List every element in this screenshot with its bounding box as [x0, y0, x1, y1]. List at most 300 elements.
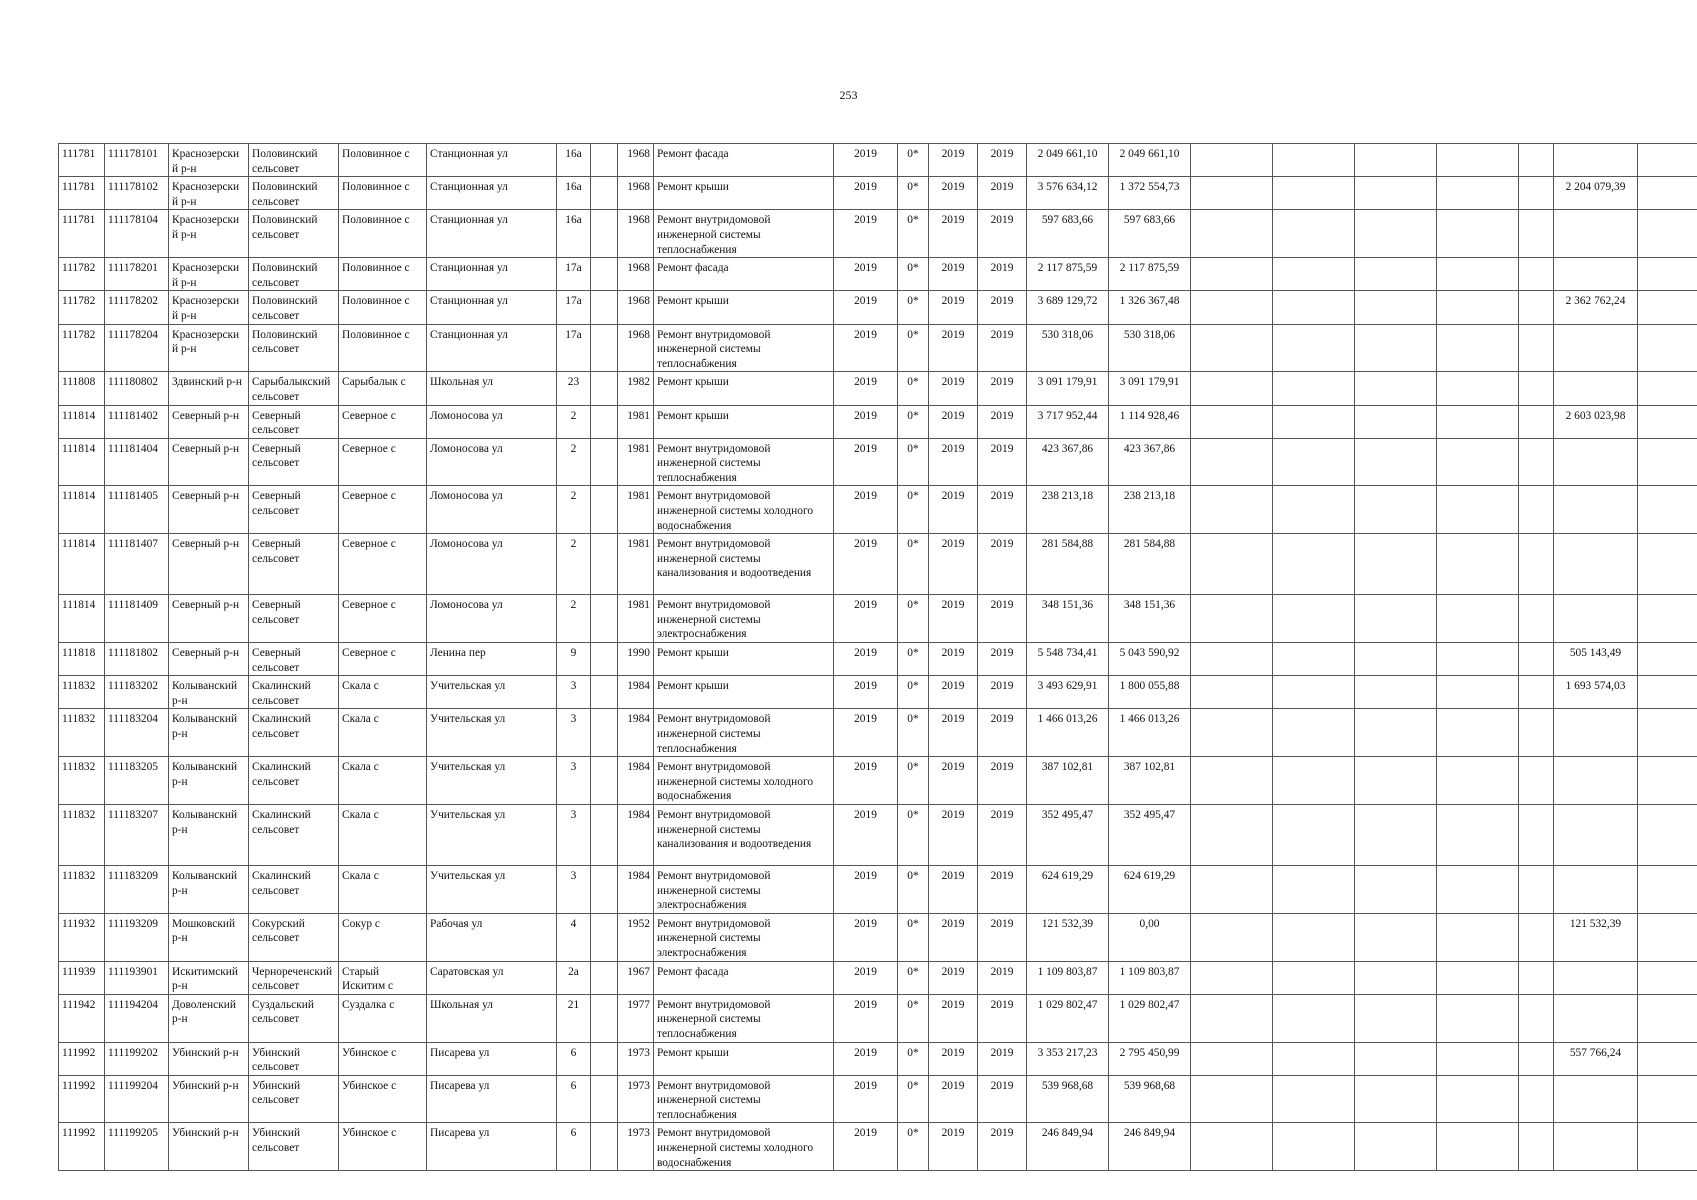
house-number-cell: 2 — [557, 595, 591, 643]
start-year-cell: 2019 — [929, 1075, 978, 1123]
end-year-cell: 2019 — [978, 177, 1027, 210]
cost-col-22-cell: 2 362 762,24 — [1554, 291, 1638, 324]
end-year-cell: 2019 — [978, 913, 1027, 961]
start-year-cell: 2019 — [929, 438, 978, 486]
total-cost-cell: 3 576 634,12 — [1027, 177, 1109, 210]
cost-fund-cell: 1 372 554,73 — [1109, 177, 1191, 210]
plan-year-cell: 2019 — [834, 676, 898, 709]
work-type-cell: Ремонт внутридомовой инженерной системы теплоснабжения — [654, 1075, 834, 1123]
district-cell: Колыванский р-н — [169, 757, 249, 805]
cost-col-18-cell — [1273, 258, 1355, 291]
cost-col-22-cell — [1554, 865, 1638, 913]
cost-fund-cell: 1 029 802,47 — [1109, 994, 1191, 1042]
building-cell — [591, 1042, 618, 1075]
street-cell: Школьная ул — [427, 372, 557, 405]
settlement-cell: Убинское с — [339, 1075, 427, 1123]
cost-col-19-cell — [1355, 438, 1437, 486]
work-type-cell: Ремонт внутридомовой инженерной системы теплоснабжения — [654, 709, 834, 757]
cost-col-22-cell — [1554, 372, 1638, 405]
district-cell: Северный р-н — [169, 438, 249, 486]
start-year-cell: 2019 — [929, 486, 978, 534]
start-year-cell: 2019 — [929, 291, 978, 324]
plan-year-cell: 2019 — [834, 372, 898, 405]
cost-fund-cell: 5 043 590,92 — [1109, 643, 1191, 676]
work-type-cell: Ремонт внутридомовой инженерной системы холодного водоснабжения — [654, 757, 834, 805]
table-row — [59, 757, 1697, 805]
district-cell: Колыванский р-н — [169, 804, 249, 865]
work-type-cell: Ремонт внутридомовой инженерной системы холодного водоснабжения — [654, 486, 834, 534]
building-cell — [591, 804, 618, 865]
house-number-cell: 3 — [557, 757, 591, 805]
work-type-cell: Ремонт внутридомовой инженерной системы канализования и водоотведения — [654, 804, 834, 865]
total-cost-cell: 624 619,29 — [1027, 865, 1109, 913]
year-built-cell: 1968 — [618, 324, 654, 372]
cost-col-21-cell — [1519, 324, 1554, 372]
building-cell — [591, 144, 618, 177]
settlement-cell: Северное с — [339, 534, 427, 595]
repair-program-table — [58, 143, 1697, 1171]
year-built-cell: 1981 — [618, 486, 654, 534]
settlement-cell: Старый Искитим с — [339, 961, 427, 994]
cost-col-23-cell — [1638, 210, 1697, 258]
cost-col-23-cell — [1638, 994, 1697, 1042]
row-id-cell: 111781 — [59, 177, 105, 210]
district-cell: Краснозерский р-н — [169, 210, 249, 258]
cost-col-17-cell — [1191, 177, 1273, 210]
street-cell: Ломоносова ул — [427, 486, 557, 534]
settlement-cell: Скала с — [339, 804, 427, 865]
end-year-cell: 2019 — [978, 486, 1027, 534]
cost-col-23-cell — [1638, 438, 1697, 486]
row-id-cell: 111814 — [59, 438, 105, 486]
row-id-cell: 111992 — [59, 1075, 105, 1123]
row-id-cell: 111832 — [59, 676, 105, 709]
table-body — [59, 144, 1697, 1171]
item-code-cell: 111180802 — [105, 372, 169, 405]
cost-col-21-cell — [1519, 144, 1554, 177]
cost-col-18-cell — [1273, 1042, 1355, 1075]
work-type-cell: Ремонт крыши — [654, 676, 834, 709]
cost-col-22-cell: 505 143,49 — [1554, 643, 1638, 676]
settlement-cell: Скала с — [339, 676, 427, 709]
cost-col-23-cell — [1638, 676, 1697, 709]
cost-fund-cell: 352 495,47 — [1109, 804, 1191, 865]
cost-col-17-cell — [1191, 804, 1273, 865]
settlement-cell: Убинское с — [339, 1123, 427, 1171]
item-code-cell: 111183204 — [105, 709, 169, 757]
street-cell: Станционная ул — [427, 258, 557, 291]
cost-col-22-cell: 121 532,39 — [1554, 913, 1638, 961]
cost-col-19-cell — [1355, 144, 1437, 177]
cost-col-20-cell — [1437, 804, 1519, 865]
building-cell — [591, 994, 618, 1042]
total-cost-cell: 2 117 875,59 — [1027, 258, 1109, 291]
cost-fund-cell: 281 584,88 — [1109, 534, 1191, 595]
end-year-cell: 2019 — [978, 1042, 1027, 1075]
council-cell: Скалинский сельсовет — [249, 676, 339, 709]
house-number-cell: 6 — [557, 1042, 591, 1075]
council-cell: Северный сельсовет — [249, 486, 339, 534]
cost-col-19-cell — [1355, 324, 1437, 372]
start-year-cell: 2019 — [929, 1123, 978, 1171]
cost-col-20-cell — [1437, 676, 1519, 709]
cost-col-22-cell — [1554, 534, 1638, 595]
cost-col-22-cell — [1554, 757, 1638, 805]
cost-col-20-cell — [1437, 757, 1519, 805]
plan-year-cell: 2019 — [834, 757, 898, 805]
total-cost-cell: 539 968,68 — [1027, 1075, 1109, 1123]
plan-year-cell: 2019 — [834, 258, 898, 291]
cost-col-22-cell: 2 603 023,98 — [1554, 405, 1638, 438]
cost-col-20-cell — [1437, 486, 1519, 534]
cost-fund-cell: 2 795 450,99 — [1109, 1042, 1191, 1075]
cost-col-21-cell — [1519, 1042, 1554, 1075]
plan-year-cell: 2019 — [834, 913, 898, 961]
street-cell: Учительская ул — [427, 865, 557, 913]
council-cell: Половинский сельсовет — [249, 177, 339, 210]
table-row — [59, 534, 1697, 595]
settlement-cell: Скала с — [339, 865, 427, 913]
cost-col-21-cell — [1519, 961, 1554, 994]
table-row — [59, 865, 1697, 913]
house-number-cell: 16а — [557, 177, 591, 210]
building-cell — [591, 405, 618, 438]
cost-col-20-cell — [1437, 961, 1519, 994]
cost-col-22-cell — [1554, 210, 1638, 258]
cost-col-18-cell — [1273, 961, 1355, 994]
cost-col-20-cell — [1437, 258, 1519, 291]
item-code-cell: 111183205 — [105, 757, 169, 805]
cost-col-19-cell — [1355, 804, 1437, 865]
settlement-cell: Сарыбалык с — [339, 372, 427, 405]
start-year-cell: 2019 — [929, 961, 978, 994]
cost-col-18-cell — [1273, 709, 1355, 757]
year-built-cell: 1968 — [618, 258, 654, 291]
table-row — [59, 994, 1697, 1042]
cost-fund-cell: 1 466 013,26 — [1109, 709, 1191, 757]
district-cell: Краснозерский р-н — [169, 258, 249, 291]
row-id-cell: 111992 — [59, 1123, 105, 1171]
house-number-cell: 3 — [557, 804, 591, 865]
street-cell: Писарева ул — [427, 1075, 557, 1123]
building-cell — [591, 1123, 618, 1171]
plan-year-cell: 2019 — [834, 438, 898, 486]
year-built-cell: 1967 — [618, 961, 654, 994]
cost-col-17-cell — [1191, 258, 1273, 291]
house-number-cell: 17а — [557, 324, 591, 372]
plan-year-cell: 2019 — [834, 961, 898, 994]
item-code-cell: 111194204 — [105, 994, 169, 1042]
year-built-cell: 1968 — [618, 210, 654, 258]
house-number-cell: 2а — [557, 961, 591, 994]
cost-col-19-cell — [1355, 676, 1437, 709]
cost-col-21-cell — [1519, 438, 1554, 486]
house-number-cell: 6 — [557, 1123, 591, 1171]
item-code-cell: 111181405 — [105, 486, 169, 534]
table-row — [59, 804, 1697, 865]
settlement-cell: Суздалка с — [339, 994, 427, 1042]
settlement-cell: Скала с — [339, 709, 427, 757]
total-cost-cell: 423 367,86 — [1027, 438, 1109, 486]
council-cell: Скалинский сельсовет — [249, 757, 339, 805]
council-cell: Северный сельсовет — [249, 595, 339, 643]
item-code-cell: 111183209 — [105, 865, 169, 913]
year-built-cell: 1984 — [618, 676, 654, 709]
cost-col-18-cell — [1273, 913, 1355, 961]
item-code-cell: 111181404 — [105, 438, 169, 486]
street-cell: Станционная ул — [427, 210, 557, 258]
cost-col-18-cell — [1273, 757, 1355, 805]
cost-fund-cell: 2 117 875,59 — [1109, 258, 1191, 291]
work-type-cell: Ремонт фасада — [654, 961, 834, 994]
end-year-cell: 2019 — [978, 643, 1027, 676]
district-cell: Мошковский р-н — [169, 913, 249, 961]
cost-col-23-cell — [1638, 1075, 1697, 1123]
cost-col-19-cell — [1355, 961, 1437, 994]
work-type-cell: Ремонт крыши — [654, 405, 834, 438]
cost-col-23-cell — [1638, 709, 1697, 757]
council-cell: Убинский сельсовет — [249, 1123, 339, 1171]
house-number-cell: 21 — [557, 994, 591, 1042]
cost-col-19-cell — [1355, 534, 1437, 595]
year-built-cell: 1984 — [618, 757, 654, 805]
plan-year-cell: 2019 — [834, 210, 898, 258]
cost-col-18-cell — [1273, 372, 1355, 405]
cost-col-23-cell — [1638, 405, 1697, 438]
street-cell: Ленина пер — [427, 643, 557, 676]
total-cost-cell: 3 493 629,91 — [1027, 676, 1109, 709]
cost-col-21-cell — [1519, 1075, 1554, 1123]
cost-fund-cell: 530 318,06 — [1109, 324, 1191, 372]
status-mark-cell: 0* — [898, 1123, 929, 1171]
council-cell: Половинский сельсовет — [249, 258, 339, 291]
cost-col-17-cell — [1191, 643, 1273, 676]
cost-col-20-cell — [1437, 372, 1519, 405]
cost-col-17-cell — [1191, 405, 1273, 438]
table-row — [59, 438, 1697, 486]
cost-col-18-cell — [1273, 405, 1355, 438]
building-cell — [591, 961, 618, 994]
cost-col-18-cell — [1273, 177, 1355, 210]
row-id-cell: 111939 — [59, 961, 105, 994]
cost-col-21-cell — [1519, 291, 1554, 324]
cost-col-21-cell — [1519, 865, 1554, 913]
settlement-cell: Половинное с — [339, 177, 427, 210]
total-cost-cell: 1 109 803,87 — [1027, 961, 1109, 994]
cost-col-18-cell — [1273, 643, 1355, 676]
building-cell — [591, 372, 618, 405]
work-type-cell: Ремонт внутридомовой инженерной системы канализования и водоотведения — [654, 534, 834, 595]
street-cell: Писарева ул — [427, 1123, 557, 1171]
council-cell: Северный сельсовет — [249, 643, 339, 676]
plan-year-cell: 2019 — [834, 486, 898, 534]
row-id-cell: 111782 — [59, 258, 105, 291]
settlement-cell: Убинское с — [339, 1042, 427, 1075]
row-id-cell: 111992 — [59, 1042, 105, 1075]
status-mark-cell: 0* — [898, 372, 929, 405]
start-year-cell: 2019 — [929, 405, 978, 438]
end-year-cell: 2019 — [978, 372, 1027, 405]
end-year-cell: 2019 — [978, 324, 1027, 372]
house-number-cell: 2 — [557, 405, 591, 438]
item-code-cell: 111181407 — [105, 534, 169, 595]
total-cost-cell: 281 584,88 — [1027, 534, 1109, 595]
end-year-cell: 2019 — [978, 210, 1027, 258]
status-mark-cell: 0* — [898, 1042, 929, 1075]
cost-col-17-cell — [1191, 291, 1273, 324]
house-number-cell: 23 — [557, 372, 591, 405]
item-code-cell: 111199204 — [105, 1075, 169, 1123]
plan-year-cell: 2019 — [834, 1042, 898, 1075]
cost-col-22-cell — [1554, 961, 1638, 994]
house-number-cell: 3 — [557, 865, 591, 913]
cost-col-18-cell — [1273, 994, 1355, 1042]
year-built-cell: 1981 — [618, 595, 654, 643]
cost-col-18-cell — [1273, 438, 1355, 486]
house-number-cell: 3 — [557, 676, 591, 709]
plan-year-cell: 2019 — [834, 994, 898, 1042]
district-cell: Колыванский р-н — [169, 709, 249, 757]
cost-col-22-cell — [1554, 438, 1638, 486]
table-row — [59, 405, 1697, 438]
cost-col-20-cell — [1437, 405, 1519, 438]
cost-fund-cell: 387 102,81 — [1109, 757, 1191, 805]
total-cost-cell: 238 213,18 — [1027, 486, 1109, 534]
building-cell — [591, 534, 618, 595]
district-cell: Краснозерский р-н — [169, 291, 249, 324]
council-cell: Половинский сельсовет — [249, 210, 339, 258]
start-year-cell: 2019 — [929, 643, 978, 676]
building-cell — [591, 177, 618, 210]
total-cost-cell: 348 151,36 — [1027, 595, 1109, 643]
year-built-cell: 1968 — [618, 177, 654, 210]
status-mark-cell: 0* — [898, 676, 929, 709]
start-year-cell: 2019 — [929, 595, 978, 643]
work-type-cell: Ремонт крыши — [654, 643, 834, 676]
settlement-cell: Сокур с — [339, 913, 427, 961]
status-mark-cell: 0* — [898, 291, 929, 324]
work-type-cell: Ремонт крыши — [654, 177, 834, 210]
house-number-cell: 17а — [557, 291, 591, 324]
start-year-cell: 2019 — [929, 324, 978, 372]
cost-col-21-cell — [1519, 913, 1554, 961]
house-number-cell: 4 — [557, 913, 591, 961]
cost-col-23-cell — [1638, 486, 1697, 534]
start-year-cell: 2019 — [929, 757, 978, 805]
settlement-cell: Северное с — [339, 486, 427, 534]
status-mark-cell: 0* — [898, 210, 929, 258]
cost-col-17-cell — [1191, 486, 1273, 534]
row-id-cell: 111782 — [59, 324, 105, 372]
table-row — [59, 676, 1697, 709]
row-id-cell: 111814 — [59, 486, 105, 534]
council-cell: Скалинский сельсовет — [249, 709, 339, 757]
status-mark-cell: 0* — [898, 144, 929, 177]
work-type-cell: Ремонт внутридомовой инженерной системы теплоснабжения — [654, 438, 834, 486]
work-type-cell: Ремонт внутридомовой инженерной системы теплоснабжения — [654, 210, 834, 258]
table-row — [59, 210, 1697, 258]
total-cost-cell: 530 318,06 — [1027, 324, 1109, 372]
council-cell: Половинский сельсовет — [249, 144, 339, 177]
cost-col-23-cell — [1638, 643, 1697, 676]
cost-col-18-cell — [1273, 324, 1355, 372]
house-number-cell: 16а — [557, 144, 591, 177]
cost-col-21-cell — [1519, 804, 1554, 865]
row-id-cell: 111832 — [59, 804, 105, 865]
year-built-cell: 1981 — [618, 534, 654, 595]
settlement-cell: Скала с — [339, 757, 427, 805]
item-code-cell: 111193209 — [105, 913, 169, 961]
cost-fund-cell: 1 109 803,87 — [1109, 961, 1191, 994]
house-number-cell: 2 — [557, 438, 591, 486]
cost-col-21-cell — [1519, 372, 1554, 405]
end-year-cell: 2019 — [978, 438, 1027, 486]
start-year-cell: 2019 — [929, 994, 978, 1042]
total-cost-cell: 5 548 734,41 — [1027, 643, 1109, 676]
cost-col-18-cell — [1273, 144, 1355, 177]
end-year-cell: 2019 — [978, 757, 1027, 805]
cost-col-17-cell — [1191, 595, 1273, 643]
start-year-cell: 2019 — [929, 372, 978, 405]
year-built-cell: 1968 — [618, 144, 654, 177]
cost-col-17-cell — [1191, 676, 1273, 709]
table-row — [59, 595, 1697, 643]
cost-col-21-cell — [1519, 1123, 1554, 1171]
status-mark-cell: 0* — [898, 913, 929, 961]
district-cell: Северный р-н — [169, 486, 249, 534]
cost-col-23-cell — [1638, 144, 1697, 177]
total-cost-cell: 597 683,66 — [1027, 210, 1109, 258]
cost-col-18-cell — [1273, 595, 1355, 643]
total-cost-cell: 387 102,81 — [1027, 757, 1109, 805]
cost-col-17-cell — [1191, 438, 1273, 486]
cost-col-22-cell: 1 693 574,03 — [1554, 676, 1638, 709]
cost-col-21-cell — [1519, 994, 1554, 1042]
cost-col-22-cell — [1554, 1075, 1638, 1123]
cost-col-23-cell — [1638, 804, 1697, 865]
cost-col-23-cell — [1638, 961, 1697, 994]
status-mark-cell: 0* — [898, 643, 929, 676]
cost-col-20-cell — [1437, 865, 1519, 913]
cost-col-17-cell — [1191, 994, 1273, 1042]
cost-fund-cell: 1 800 055,88 — [1109, 676, 1191, 709]
cost-col-20-cell — [1437, 177, 1519, 210]
district-cell: Северный р-н — [169, 643, 249, 676]
cost-col-20-cell — [1437, 643, 1519, 676]
cost-col-20-cell — [1437, 1123, 1519, 1171]
cost-col-20-cell — [1437, 994, 1519, 1042]
cost-fund-cell: 348 151,36 — [1109, 595, 1191, 643]
table-row — [59, 1042, 1697, 1075]
street-cell: Станционная ул — [427, 291, 557, 324]
row-id-cell: 111832 — [59, 865, 105, 913]
cost-col-17-cell — [1191, 534, 1273, 595]
cost-fund-cell: 1 326 367,48 — [1109, 291, 1191, 324]
item-code-cell: 111181402 — [105, 405, 169, 438]
building-cell — [591, 210, 618, 258]
page-number: 253 — [839, 88, 858, 102]
end-year-cell: 2019 — [978, 1075, 1027, 1123]
cost-col-17-cell — [1191, 961, 1273, 994]
cost-col-18-cell — [1273, 534, 1355, 595]
start-year-cell: 2019 — [929, 804, 978, 865]
end-year-cell: 2019 — [978, 534, 1027, 595]
status-mark-cell: 0* — [898, 486, 929, 534]
street-cell: Станционная ул — [427, 177, 557, 210]
district-cell: Убинский р-н — [169, 1075, 249, 1123]
building-cell — [591, 865, 618, 913]
district-cell: Доволенский р-н — [169, 994, 249, 1042]
